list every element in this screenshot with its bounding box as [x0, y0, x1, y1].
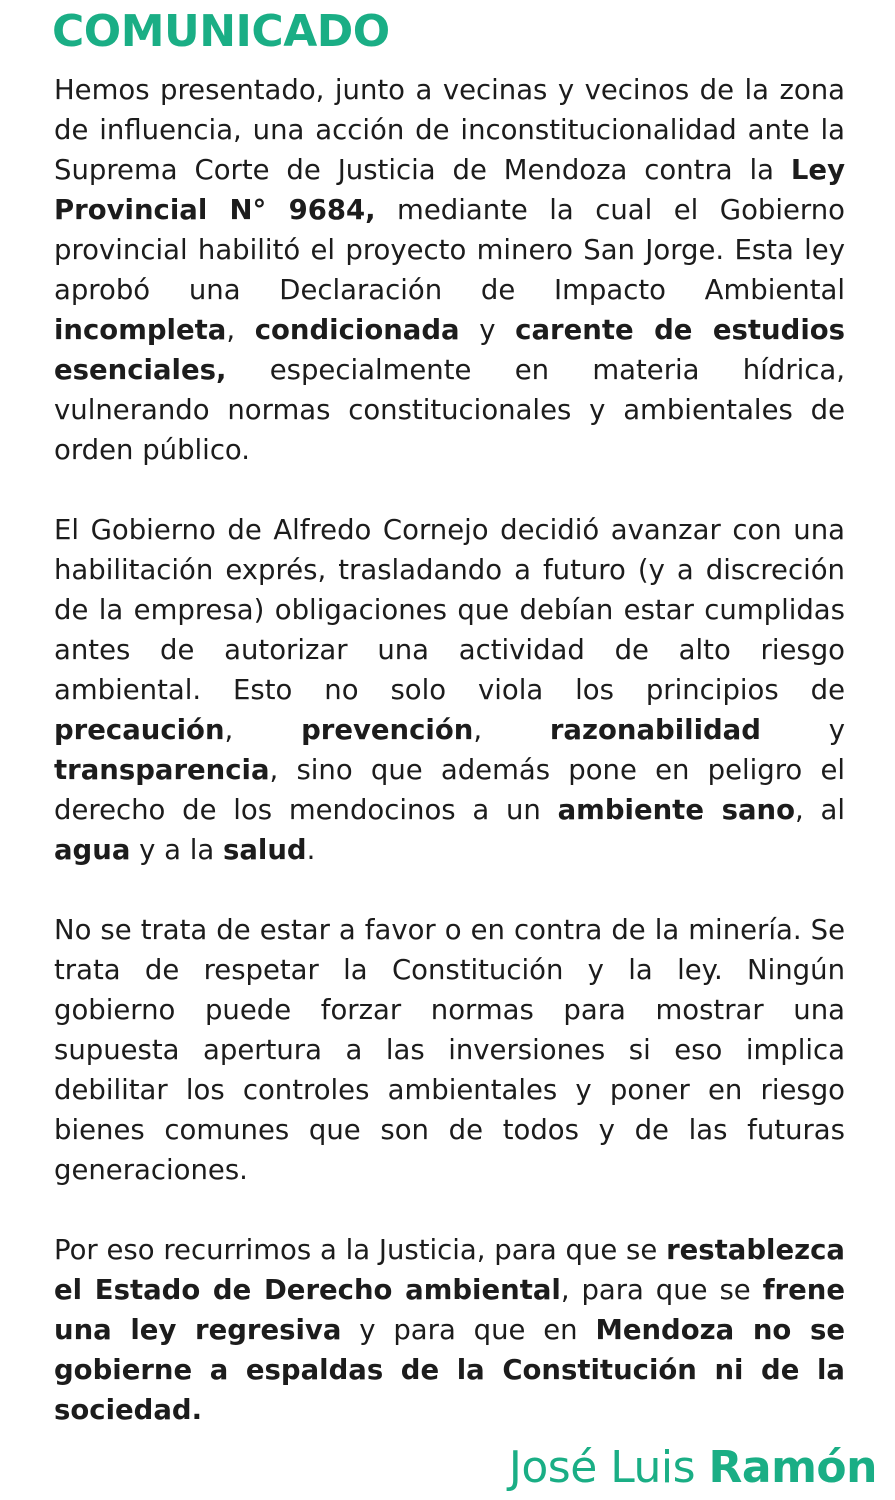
- bold-segment: salud: [222, 834, 307, 866]
- text-segment: mediante la cual el Gobierno provincial habilitó el proyecto minero San Jorge. Esta ley aprobó una Declaración de Impacto Ambiental: [54, 194, 845, 306]
- signature: [509, 1440, 877, 1496]
- paragraph: [54, 1230, 845, 1430]
- text-segment: y: [459, 314, 516, 346]
- signature-last-name: Ramón: [708, 1442, 877, 1493]
- text-segment: Por eso recurrimos a la Justicia, para que se: [54, 1234, 667, 1266]
- bold-segment: ambiente sano: [557, 794, 795, 826]
- text-segment: y para que en: [341, 1314, 596, 1346]
- page-title: COMUNICADO: [52, 6, 390, 57]
- statement-body: [54, 70, 845, 1470]
- bold-segment: Ley Provincial N° 9684,: [54, 154, 845, 226]
- bold-segment: prevención: [301, 714, 474, 746]
- text-segment: Hemos presentado, junto a vecinas y vecinos de la zona de influencia, una acción de inconstitucionalidad ante la Suprema Corte de Justicia de Mendoza contra la: [54, 74, 845, 186]
- text-segment: y: [760, 714, 845, 746]
- bold-segment: condicionada: [254, 314, 460, 346]
- text-segment: , sino que además pone en peligro el derecho de los mendocinos a un: [54, 754, 845, 826]
- paragraph: [54, 70, 845, 470]
- text-segment: , para que se: [560, 1274, 763, 1306]
- text-segment: especialmente en materia hídrica, vulnerando normas constitucionales y ambientales de orden público.: [54, 354, 845, 466]
- text-segment: ,: [473, 714, 550, 746]
- text-segment: , al: [794, 794, 845, 826]
- bold-segment: transparencia: [54, 754, 270, 786]
- signature-first-name: José Luis: [508, 1442, 709, 1493]
- bold-segment: precaución: [54, 714, 225, 746]
- bold-segment: agua: [54, 834, 131, 866]
- paragraph: [54, 510, 845, 870]
- bold-segment: carente de estudios esenciales,: [54, 314, 846, 386]
- bold-segment: incompleta: [54, 314, 227, 346]
- text-segment: y a la: [130, 834, 223, 866]
- text-segment: ,: [226, 314, 255, 346]
- bold-segment: restablezca el Estado de Derecho ambiental: [54, 1234, 845, 1306]
- text-segment: No se trata de estar a favor o en contra de la minería. Se trata de respetar la Constitución y la ley. Ningún gobierno puede forzar normas para mostrar una supuesta apertura a las inversiones si eso implica debilitar los controles ambientales y poner en riesgo bienes comunes que son de todos y de las futuras generaciones.: [54, 914, 845, 1186]
- paragraph: [54, 910, 845, 1190]
- bold-segment: Mendoza no se gobierne a espaldas de la Constitución ni de la sociedad.: [54, 1314, 845, 1426]
- text-segment: .: [306, 834, 316, 866]
- bold-segment: frene una ley regresiva: [54, 1274, 845, 1346]
- text-segment: ,: [224, 714, 302, 746]
- text-segment: El Gobierno de Alfredo Cornejo decidió avanzar con una habilitación exprés, trasladando a futuro (y a discreción de la empresa) obligaciones que debían estar cumplidas antes de autorizar una actividad de alto riesgo ambiental. Esto no solo viola los principios de: [54, 514, 845, 706]
- bold-segment: razonabilidad: [549, 714, 761, 746]
